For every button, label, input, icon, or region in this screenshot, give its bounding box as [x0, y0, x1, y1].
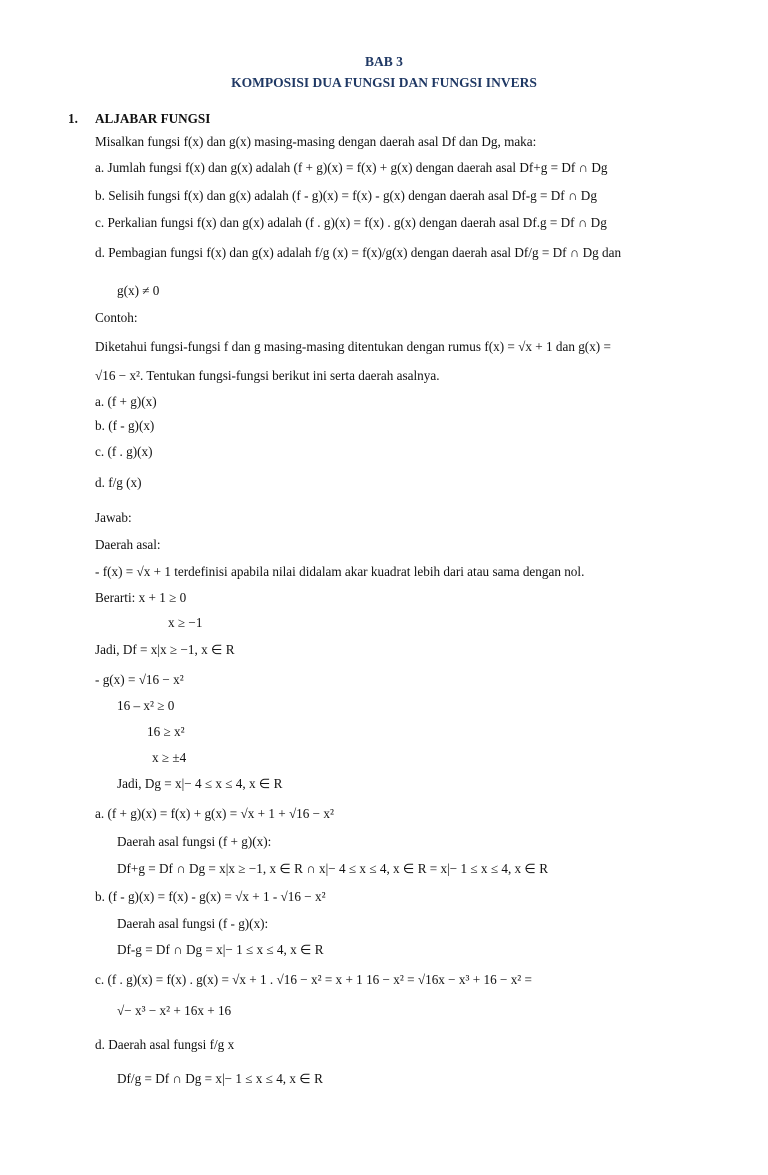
text-line: x ≥ ±4: [152, 750, 187, 765]
text-line: Jadi, Df = x|x ≥ −1, x ∈ R: [95, 642, 235, 657]
text-line: b. Selisih fungsi f(x) dan g(x) adalah (f - g)(x) = f(x) - g(x) dengan daerah asal Df-g = Df ∩ Dg: [95, 188, 597, 203]
chapter-title: KOMPOSISI DUA FUNGSI DAN FUNGSI INVERS: [231, 75, 537, 90]
text-line: b. (f - g)(x) = f(x) - g(x) = √x + 1 - √16 − x²: [95, 889, 326, 904]
text-line: a. (f + g)(x) = f(x) + g(x) = √x + 1 + √16 − x²: [95, 806, 334, 821]
text-line: d. f/g (x): [95, 475, 142, 490]
text-line: Jawab:: [95, 510, 132, 525]
text-line: Df+g = Df ∩ Dg = x|x ≥ −1, x ∈ R ∩ x|− 4 ≤ x ≤ 4, x ∈ R = x|− 1 ≤ x ≤ 4, x ∈ R: [117, 861, 549, 876]
text-line: Contoh:: [95, 310, 138, 325]
section-number: 1.: [68, 111, 78, 126]
text-line: x ≥ −1: [168, 615, 203, 630]
chapter-label: BAB 3: [365, 54, 403, 69]
text-line: g(x) ≠ 0: [117, 283, 160, 298]
text-line: Daerah asal fungsi (f + g)(x):: [117, 834, 272, 849]
text-line: √− x³ − x² + 16x + 16: [117, 1003, 232, 1018]
text-line: - g(x) = √16 − x²: [95, 672, 184, 687]
text-line: b. (f - g)(x): [95, 418, 155, 433]
text-line: Daerah asal fungsi (f - g)(x):: [117, 916, 269, 931]
text-line: c. (f . g)(x) = f(x) . g(x) = √x + 1 . √16 − x² = x + 1 16 − x² = √16x − x³ + 16 − x² =: [95, 972, 532, 987]
text-line: Daerah asal:: [95, 537, 161, 552]
text-line: a. Jumlah fungsi f(x) dan g(x) adalah (f + g)(x) = f(x) + g(x) dengan daerah asal Df+g = Df ∩ Dg: [95, 160, 608, 175]
text-line: 16 – x² ≥ 0: [117, 698, 175, 713]
text-line: √16 − x². Tentukan fungsi-fungsi berikut ini serta daerah asalnya.: [95, 368, 440, 383]
text-line: Berarti: x + 1 ≥ 0: [95, 590, 187, 605]
text-line: d. Pembagian fungsi f(x) dan g(x) adalah f/g (x) = f(x)/g(x) dengan daerah asal Df/g = Df ∩ Dg dan: [95, 245, 622, 260]
text-line: Misalkan fungsi f(x) dan g(x) masing-masing dengan daerah asal Df dan Dg, maka:: [95, 134, 537, 149]
text-line: - f(x) = √x + 1 terdefinisi apabila nilai didalam akar kuadrat lebih dari atau sama dengan nol.: [95, 564, 585, 579]
text-line: c. (f . g)(x): [95, 444, 153, 459]
text-line: a. (f + g)(x): [95, 394, 157, 409]
text-line: Df-g = Df ∩ Dg = x|− 1 ≤ x ≤ 4, x ∈ R: [117, 942, 324, 957]
text-line: Diketahui fungsi-fungsi f dan g masing-masing ditentukan dengan rumus f(x) = √x + 1 dan g(x) =: [95, 339, 611, 354]
text-line: Jadi, Dg = x|− 4 ≤ x ≤ 4, x ∈ R: [117, 776, 283, 791]
section-title: ALJABAR FUNGSI: [95, 111, 211, 126]
text-line: 16 ≥ x²: [147, 724, 185, 739]
text-line: d. Daerah asal fungsi f/g x: [95, 1037, 235, 1052]
text-line: Df/g = Df ∩ Dg = x|− 1 ≤ x ≤ 4, x ∈ R: [117, 1071, 323, 1086]
text-line: c. Perkalian fungsi f(x) dan g(x) adalah (f . g)(x) = f(x) . g(x) dengan daerah asal Df.g = Df ∩ Dg: [95, 215, 607, 230]
